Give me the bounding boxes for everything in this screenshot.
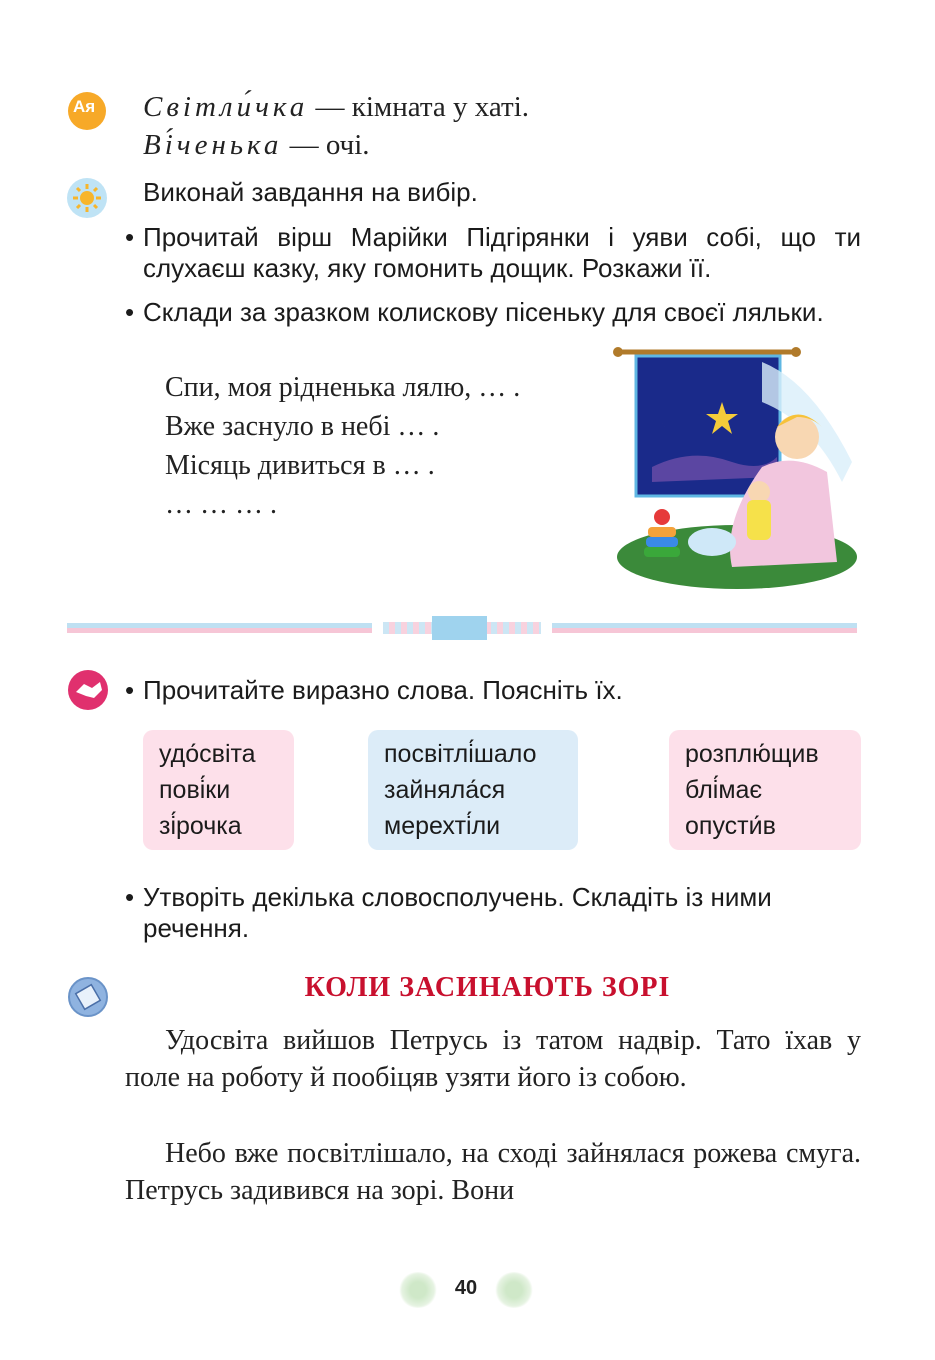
vocab-def-2: — очі. [282,129,370,161]
word: мерехті́ли [384,812,501,840]
vocab-def-1: — кімната у хаті. [308,91,530,123]
page-footer [398,1270,538,1310]
story-title: КОЛИ ЗАСИНАЮТЬ ЗОРІ [304,972,671,1003]
word-box-1 [143,730,294,850]
word: удо́світа [159,740,256,768]
word: зі́рочка [159,812,242,840]
ornament-right-icon [494,1272,534,1308]
story-paragraph-1 [125,1022,861,1096]
words-task-2-text: Утворіть декілька словосполучень. Складіть із ними речення. [143,882,772,943]
word: посвітлі́шало [384,740,537,768]
word: опусти́в [685,812,776,840]
word: зайняла́ся [384,776,506,804]
choice-heading: Виконай завдання на вибір. [143,177,478,207]
vocab-line-2 [143,124,370,166]
words-instruction-text: Прочитайте виразно слова. Поясніть їх. [143,675,623,705]
ornament-left-icon [398,1272,438,1308]
word: блі́має [685,776,763,804]
poem-line: Вже заснуло в небі … . [165,411,440,442]
lullaby-illustration [612,342,862,592]
story-paragraph-2-text: Небо вже посвітлішало, на сході зайнялася рожева смуга. Петрусь задивився на зорі. Вони [125,1138,861,1206]
story-paragraph-2 [125,1135,861,1209]
poem-line: … … … . [165,489,277,520]
vocab-line-1 [143,86,529,128]
choice-item-1-text: Прочитай вірш Марійки Підгірянки і уяви собі, що ти слухаєш казку, яку гомонить дощик. Розкажи її. [143,222,861,283]
word: розплю́щив [685,740,819,768]
section-divider [67,620,857,636]
bullet: • [125,222,135,252]
page-number: 40 [454,1277,478,1299]
choice-item-2 [125,297,861,328]
handshake-icon [68,670,108,710]
words-task-2 [125,882,861,944]
vocab-word-2: Ві́ченька [143,129,283,161]
story-paragraph-1-text: Удосвіта вийшов Петрусь із татом надвір. Тато їхав у поле на роботу й пообіцяв узяти його із собою. [125,1025,861,1093]
bullet: • [125,675,135,705]
poem-line: Спи, моя рідненька лялю, … . [165,372,521,403]
poem [165,368,520,524]
poem-line: Місяць дивиться в … . [165,450,435,481]
vocab-word-1: Світли́чка [143,91,309,123]
choice-item-1 [125,222,861,284]
words-instruction [125,675,623,706]
bullet: • [125,882,135,912]
sun-icon [67,178,107,218]
word-box-3 [669,730,861,850]
word-box-2 [368,730,578,850]
choice-item-2-text: Склади за зразком колискову пісеньку для своєї ляльки. [143,297,824,327]
bullet: • [125,297,135,327]
word: пові́ки [159,776,231,804]
alphabet-icon: Ая [68,92,106,130]
